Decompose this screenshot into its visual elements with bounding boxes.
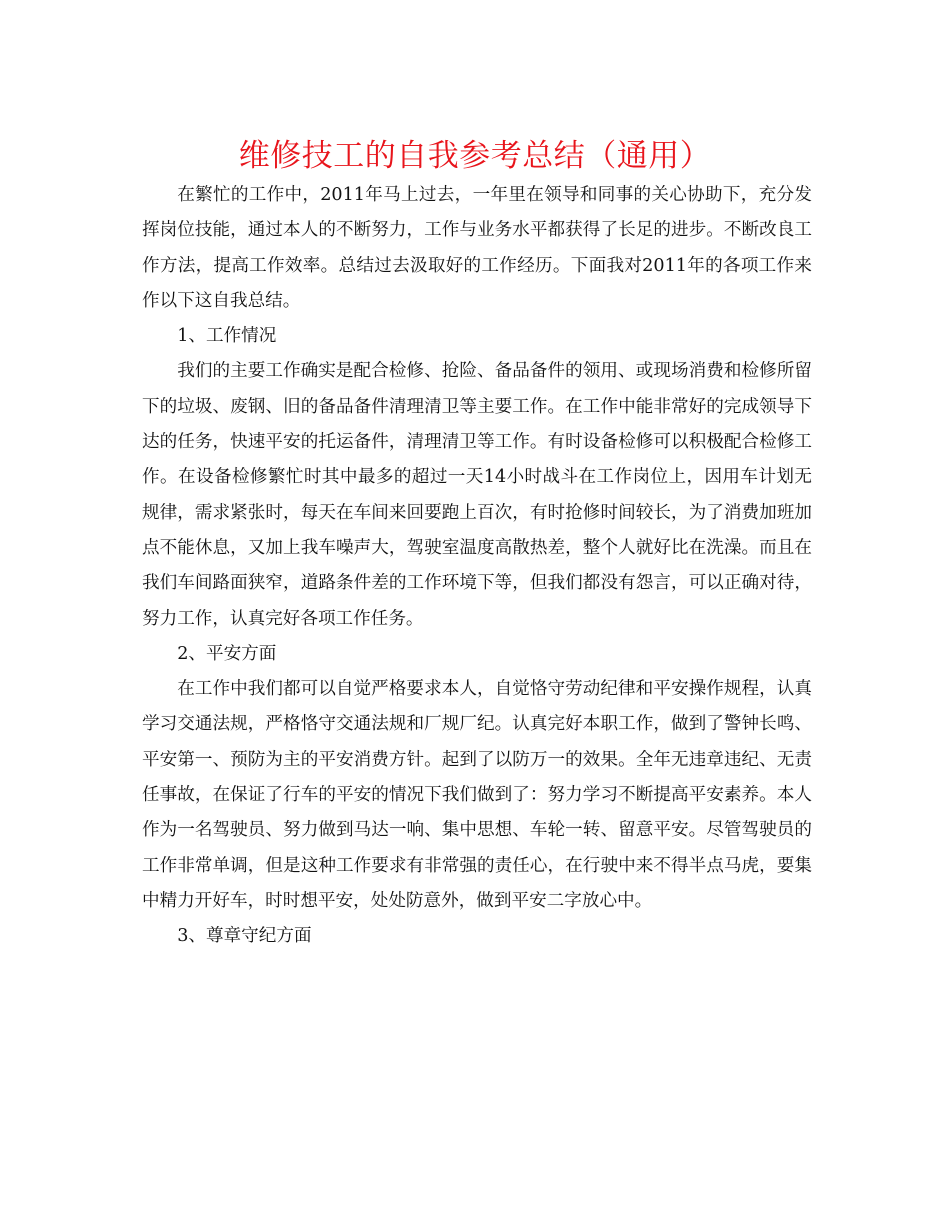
safety-paragraph: 在工作中我们都可以自觉严格要求本人，自觉恪守劳动纪律和平安操作规程，认真学习交通法规，严格恪守交通法规和厂规厂纪。认真完好本职工作，做到了警钟长鸣、平安第一、预防为主的平安消费方针。起到了以防万一的效果。全年无违章违纪、无责任事故，在保证了行车的平安的情况下我们做到了：努力学习不断提高平安素养。本人作为一名驾驶员、努力做到马达一响、集中思想、车轮一转、留意平安。尽管驾驶员的工作非常单调，但是这种工作要求有非常强的责任心，在行驶中来不得半点马虎，要集中精力开好车，时时想平安，处处防意外，做到平安二字放心中。 bbox=[142, 679, 812, 911]
section-heading-discipline: 3、尊章守纪方面 bbox=[177, 926, 312, 947]
document-body bbox=[142, 178, 812, 955]
work-situation-paragraph: 我们的主要工作确实是配合检修、抢险、备品备件的领用、或现场消费和检修所留下的垃圾、废钢、旧的备品备件清理清卫等主要工作。在工作中能非常好的完成领导下达的任务，快速平安的托运备件，清理清卫等工作。有时设备检修可以积极配合检修工作。在设备检修繁忙时其中最多的超过一天14小时战斗在工作岗位上，因用车计划无规律，需求紧张时，每天在车间来回要跑上百次，有时抢修时间较长，为了消费加班加点不能休息，又加上我车噪声大，驾驶室温度高散热差，整个人就好比在洗澡。而且在我们车间路面狭窄，道路条件差的工作环境下等，但我们都没有怨言，可以正确对待，努力工作，认真完好各项工作任务。 bbox=[142, 361, 812, 629]
intro-paragraph: 在繁忙的工作中，2011年马上过去，一年里在领导和同事的关心协助下，充分发挥岗位技能，通过本人的不断努力，工作与业务水平都获得了长足的进步。不断改良工作方法，提高工作效率。总结过去汲取好的工作经历。下面我对2011年的各项工作来作以下这自我总结。 bbox=[142, 185, 812, 311]
document-title: 维修技工的自我参考总结（通用） bbox=[238, 138, 712, 174]
section-heading-safety: 2、平安方面 bbox=[177, 643, 277, 664]
section-heading-work-situation: 1、工作情况 bbox=[177, 326, 277, 347]
